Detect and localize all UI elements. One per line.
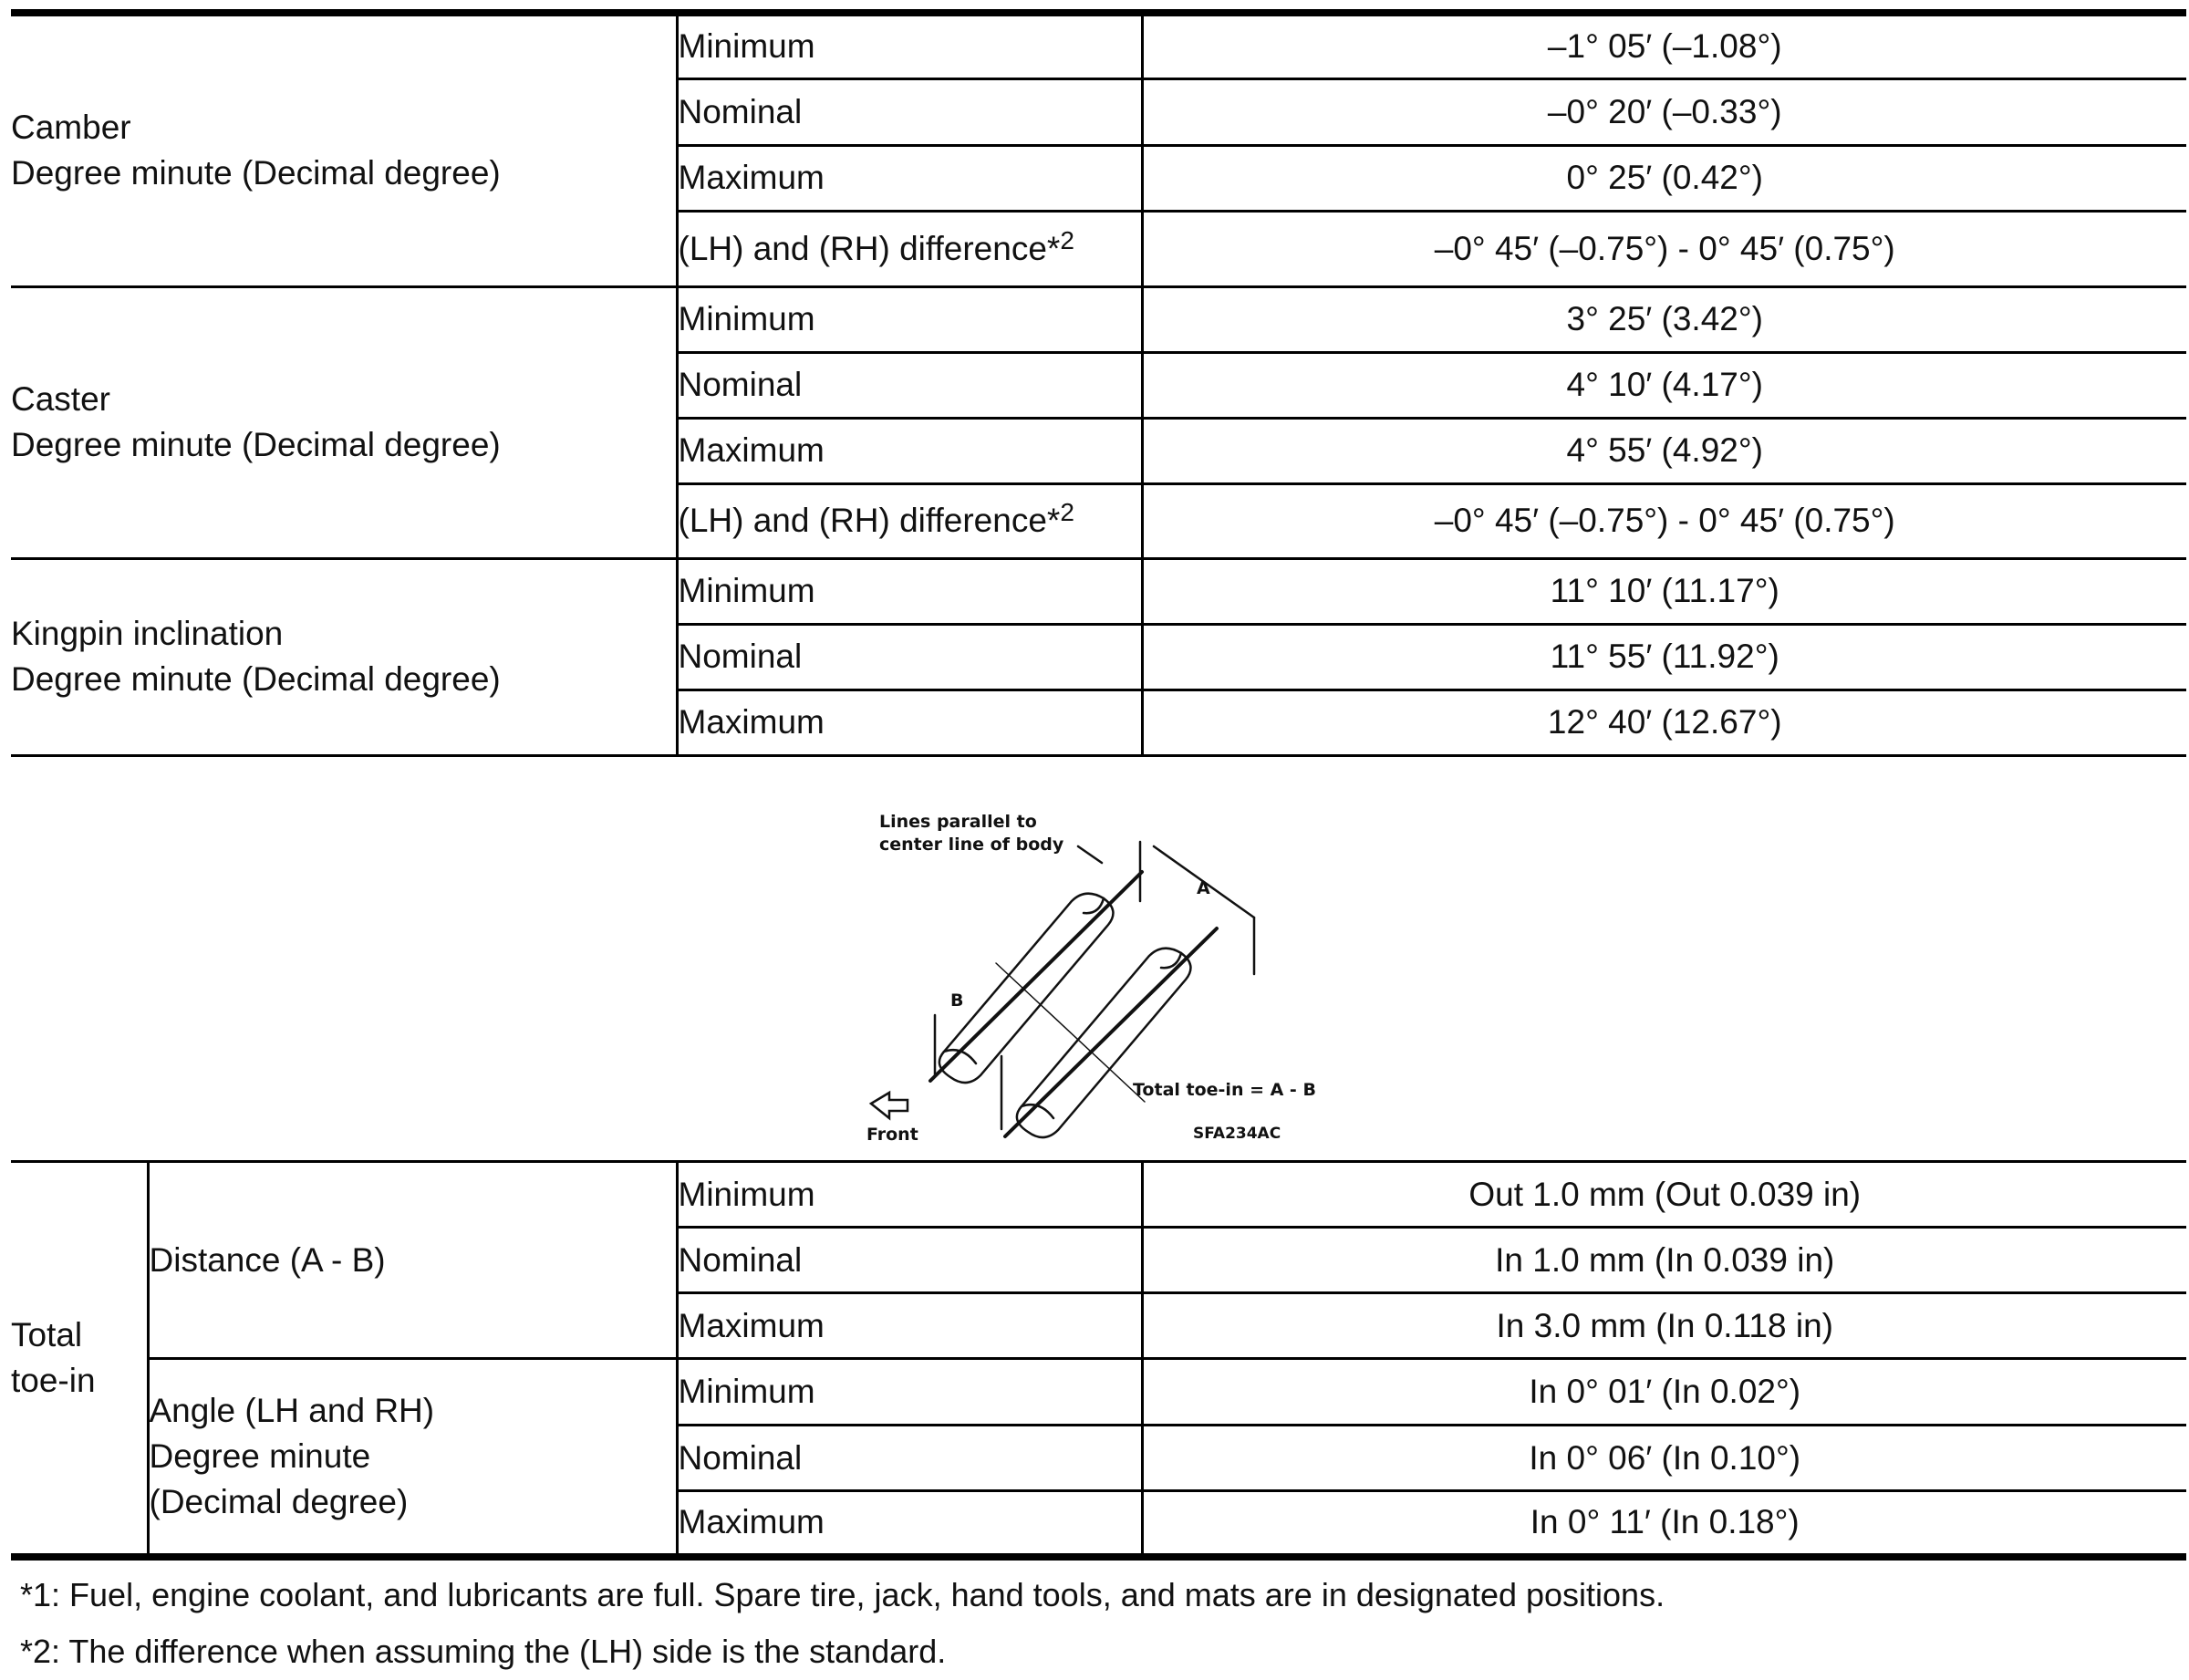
param-label: Nominal [677, 1228, 1142, 1293]
param-label [677, 483, 1142, 558]
param-label: Maximum [677, 418, 1142, 483]
param-label: Minimum [677, 1162, 1142, 1228]
param-label: Nominal [677, 624, 1142, 690]
param-label [677, 211, 1142, 286]
toe-in-diagram-svg [839, 810, 1368, 1152]
group-name: Kingpin inclination [11, 615, 284, 652]
table-row [11, 1162, 2186, 1228]
total-label-line: Total [11, 1315, 83, 1353]
param-label-text: (LH) and (RH) difference* [678, 229, 1061, 267]
table-row [11, 1359, 2186, 1426]
param-value: 4° 55′ (4.92°) [1142, 418, 2186, 483]
param-value: 12° 40′ (12.67°) [1547, 703, 1782, 741]
param-value: 11° 55′ (11.92°) [1142, 624, 2186, 690]
param-value: Out 1.0 mm (Out 0.039 in) [1142, 1162, 2186, 1228]
total-toe-in-label [11, 1162, 148, 1557]
figure-code: SFA234AC [1193, 1125, 1281, 1143]
param-value: 11° 10′ (11.17°) [1142, 558, 2186, 624]
param-label-text: (LH) and (RH) difference* [678, 502, 1061, 539]
param-value: In 0° 06′ (In 0.10°) [1142, 1426, 2186, 1491]
param-value: In 0° 11′ (In 0.18°) [1530, 1503, 1800, 1541]
param-label: Nominal [677, 1426, 1142, 1491]
footnote-1: *1: Fuel, engine coolant, and lubricants are full. Spare tire, jack, hand tools, and mats are in designated positions. [20, 1576, 1665, 1613]
caster-group [11, 286, 677, 558]
param-label: Minimum [677, 13, 1142, 78]
toe-in-diagram [839, 810, 1368, 1152]
footnotes [20, 1567, 1665, 1680]
table-row [11, 13, 2186, 78]
param-value: –0° 45′ (–0.75°) - 0° 45′ (0.75°) [1142, 483, 2186, 558]
param-value: In 0° 01′ (In 0.02°) [1142, 1359, 2186, 1426]
label-a: A [1197, 878, 1210, 898]
param-value: –0° 20′ (–0.33°) [1142, 78, 2186, 145]
front-arrow [871, 1093, 908, 1118]
group-unit: Degree minute (Decimal degree) [11, 154, 501, 192]
footnote-mark: 2 [1060, 498, 1074, 526]
param-value: In 1.0 mm (In 0.039 in) [1142, 1228, 2186, 1293]
param-value: 0° 25′ (0.42°) [1142, 145, 2186, 211]
toe-in-formula: Total toe-in = A - B [1133, 1080, 1316, 1100]
group-unit: Degree minute (Decimal degree) [11, 660, 501, 698]
param-value: In 3.0 mm (In 0.118 in) [1142, 1293, 2186, 1359]
param-label: Maximum [677, 1491, 1142, 1557]
param-value: 4° 10′ (4.17°) [1142, 352, 2186, 418]
footnote-2: *2: The difference when assuming the (LH) side is the standard. [20, 1633, 947, 1670]
label-b: B [950, 990, 964, 1011]
front-label: Front [866, 1125, 918, 1145]
param-label: Minimum [677, 1359, 1142, 1426]
group-name: Camber [11, 109, 131, 147]
kingpin-group [11, 558, 677, 755]
group-unit: Degree minute (Decimal degree) [11, 426, 501, 463]
group-name: Caster [11, 380, 110, 418]
param-label: Maximum [677, 1293, 1142, 1359]
param-label: Maximum [677, 690, 1142, 755]
camber-group [11, 13, 677, 286]
table-row [11, 558, 2186, 624]
callout-lines: Lines parallel to [879, 812, 1037, 832]
param-label: Nominal [677, 352, 1142, 418]
toe-in-spec-table [11, 1160, 2186, 1561]
param-value: 3° 25′ (3.42°) [1142, 286, 2186, 352]
angle-label [148, 1359, 677, 1557]
total-label-line: toe-in [11, 1361, 96, 1399]
footnote-mark: 2 [1060, 225, 1074, 254]
param-value: –0° 45′ (–0.75°) - 0° 45′ (0.75°) [1142, 211, 2186, 286]
param-value: –1° 05′ (–1.08°) [1142, 13, 2186, 78]
param-label: Minimum [677, 558, 1142, 624]
param-label: Nominal [677, 78, 1142, 145]
callout-lines-2: center line of body [879, 835, 1064, 855]
param-label: Minimum [677, 286, 1142, 352]
angle-label-line: (Decimal degree) [149, 1482, 409, 1520]
alignment-spec-table [11, 9, 2186, 757]
distance-label: Distance (A - B) [148, 1162, 677, 1359]
angle-label-line: Angle (LH and RH) [149, 1391, 435, 1429]
table-row [11, 286, 2186, 352]
param-label: Maximum [677, 145, 1142, 211]
angle-label-line: Degree minute [149, 1436, 371, 1475]
